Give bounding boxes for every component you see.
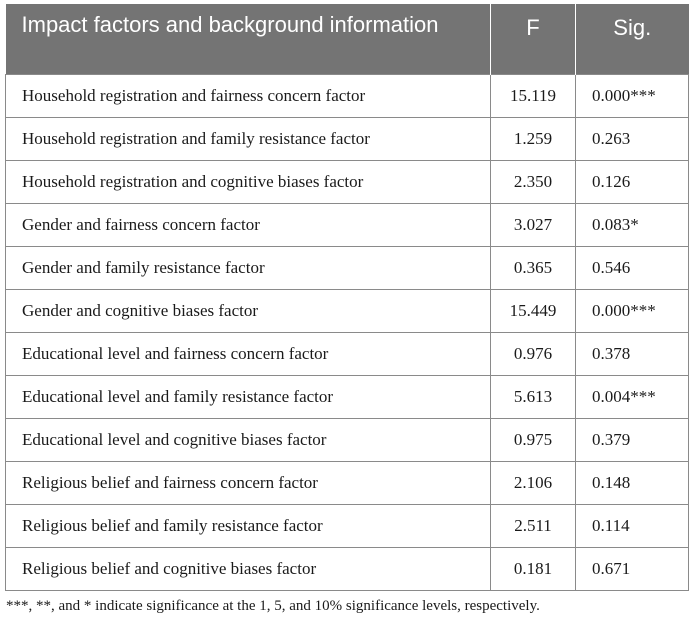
header-f: F: [491, 4, 576, 75]
cell-factor: Gender and family resistance factor: [6, 247, 491, 290]
table-row: [6, 290, 689, 333]
header-row: [6, 4, 689, 75]
table-body: [6, 75, 689, 591]
cell-f-value: 1.259: [491, 118, 576, 161]
cell-factor: Household registration and fairness concern factor: [6, 75, 491, 118]
cell-factor: Gender and fairness concern factor: [6, 204, 491, 247]
cell-sig-value: 0.148: [576, 462, 689, 505]
results-table-container: [5, 4, 688, 591]
table-row: [6, 247, 689, 290]
anova-results-table: [5, 4, 689, 591]
header-impact-factors: Impact factors and background information: [6, 4, 491, 75]
cell-sig-value: 0.379: [576, 419, 689, 462]
cell-factor: Religious belief and cognitive biases factor: [6, 548, 491, 591]
cell-factor: Religious belief and fairness concern factor: [6, 462, 491, 505]
cell-f-value: 0.365: [491, 247, 576, 290]
cell-factor: Religious belief and family resistance factor: [6, 505, 491, 548]
cell-factor: Educational level and cognitive biases factor: [6, 419, 491, 462]
cell-sig-value: 0.114: [576, 505, 689, 548]
cell-f-value: 3.027: [491, 204, 576, 247]
table-row: [6, 462, 689, 505]
cell-factor: Gender and cognitive biases factor: [6, 290, 491, 333]
cell-f-value: 15.119: [491, 75, 576, 118]
table-row: [6, 505, 689, 548]
cell-sig-value: 0.546: [576, 247, 689, 290]
table-row: [6, 419, 689, 462]
cell-factor: Educational level and fairness concern factor: [6, 333, 491, 376]
table-row: [6, 204, 689, 247]
table-row: [6, 161, 689, 204]
cell-factor: Educational level and family resistance factor: [6, 376, 491, 419]
cell-sig-value: 0.671: [576, 548, 689, 591]
cell-sig-value: 0.000***: [576, 290, 689, 333]
cell-f-value: 2.106: [491, 462, 576, 505]
header-sig: Sig.: [576, 4, 689, 75]
table-footnote: ***, **, and * indicate significance at the 1, 5, and 10% significance levels, respectively.: [6, 598, 540, 614]
table-row: [6, 376, 689, 419]
cell-factor: Household registration and family resistance factor: [6, 118, 491, 161]
table-row: [6, 75, 689, 118]
cell-sig-value: 0.000***: [576, 75, 689, 118]
cell-sig-value: 0.004***: [576, 376, 689, 419]
cell-f-value: 2.350: [491, 161, 576, 204]
cell-sig-value: 0.126: [576, 161, 689, 204]
table-row: [6, 333, 689, 376]
cell-f-value: 0.181: [491, 548, 576, 591]
table-row: [6, 548, 689, 591]
table-header: [6, 4, 689, 75]
cell-f-value: 5.613: [491, 376, 576, 419]
cell-f-value: 2.511: [491, 505, 576, 548]
cell-factor: Household registration and cognitive biases factor: [6, 161, 491, 204]
cell-f-value: 0.976: [491, 333, 576, 376]
table-row: [6, 118, 689, 161]
cell-sig-value: 0.378: [576, 333, 689, 376]
cell-sig-value: 0.263: [576, 118, 689, 161]
cell-sig-value: 0.083*: [576, 204, 689, 247]
cell-f-value: 15.449: [491, 290, 576, 333]
cell-f-value: 0.975: [491, 419, 576, 462]
